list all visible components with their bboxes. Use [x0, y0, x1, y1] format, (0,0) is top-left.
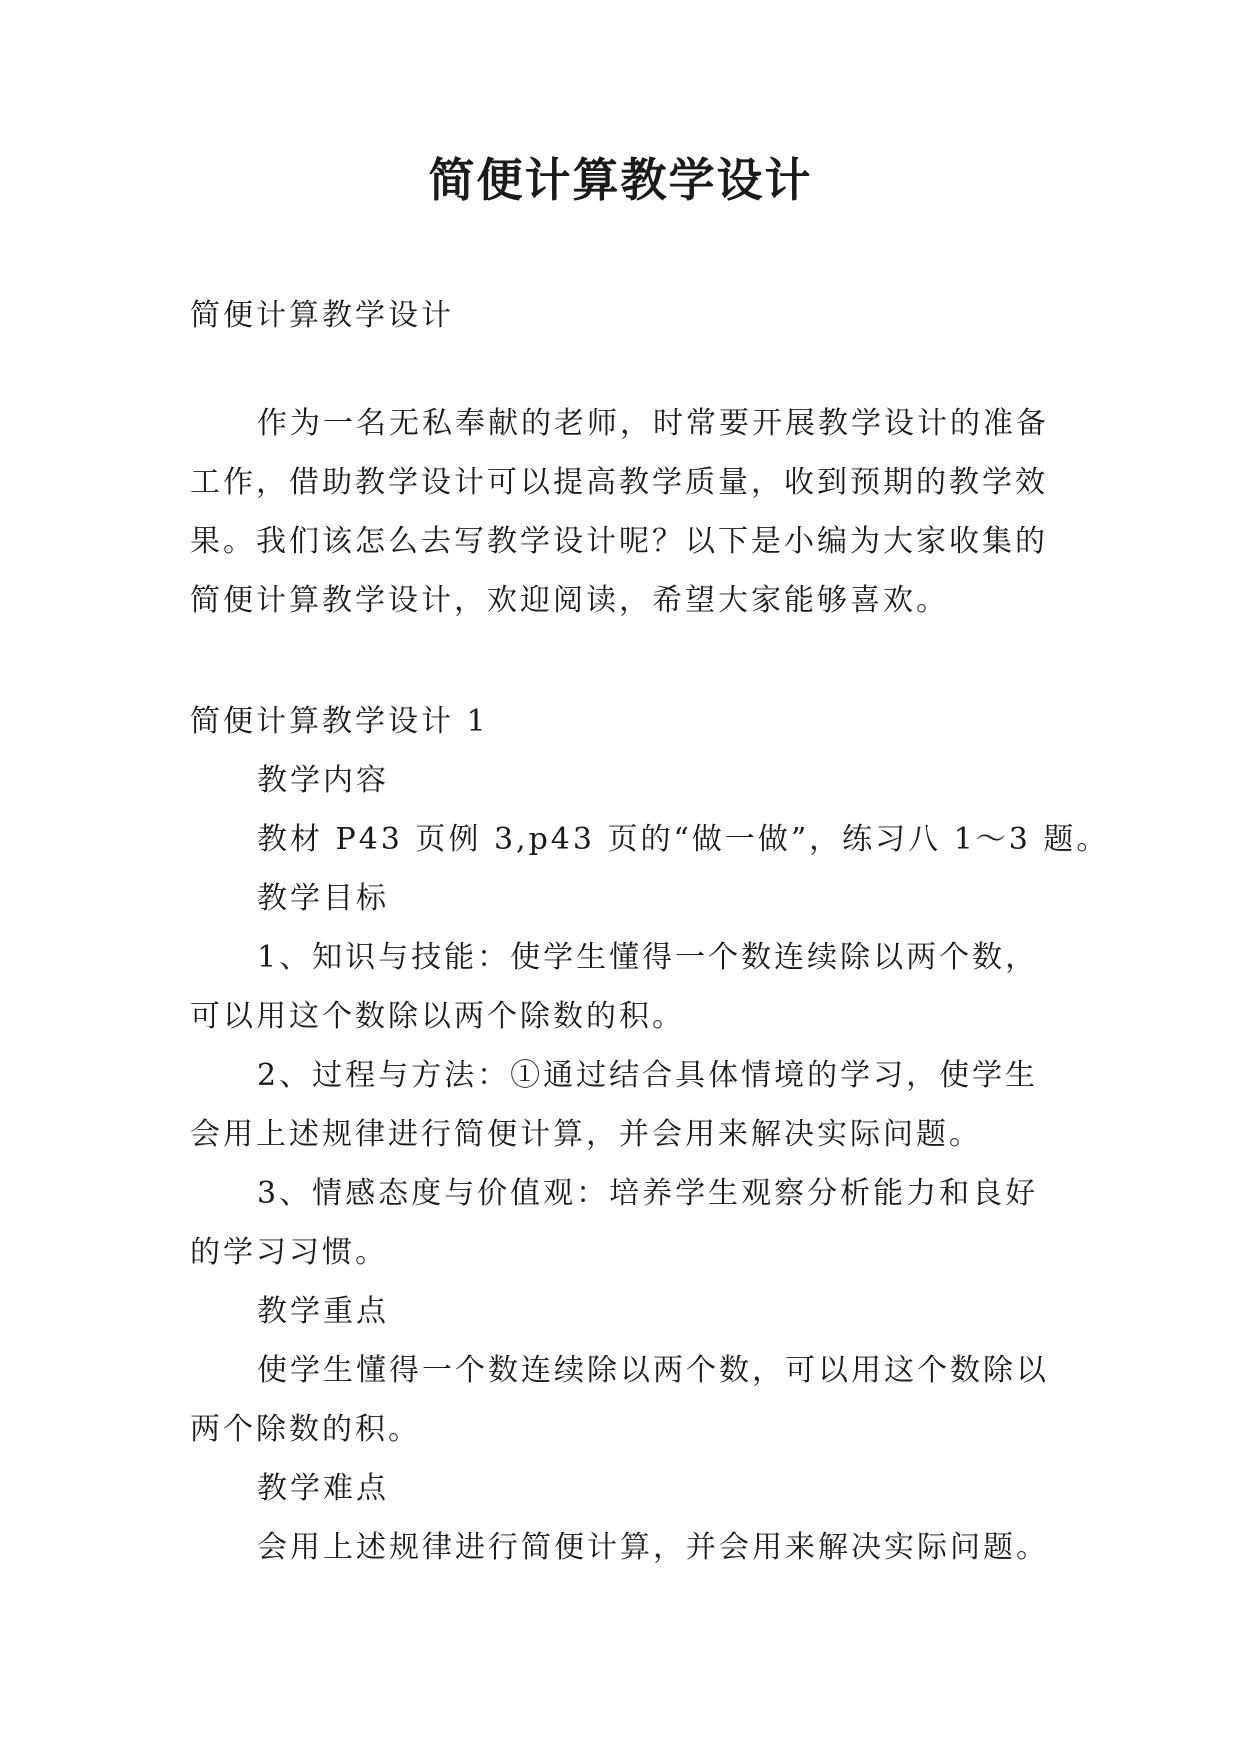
section-heading: 简便计算教学设计 1 — [190, 704, 489, 739]
goal-2-line-1: 2、过程与方法：①通过结合具体情境的学习，使学生 — [257, 1058, 1039, 1093]
intro-line-2: 工作，借助教学设计可以提高教学质量，收到预期的教学效 — [190, 465, 1048, 500]
subtitle: 简便计算教学设计 — [190, 298, 454, 333]
goal-heading: 教学目标 — [257, 881, 389, 916]
difficulty-heading: 教学难点 — [257, 1471, 389, 1506]
key-text-line-2: 两个除数的积。 — [190, 1412, 421, 1447]
key-heading: 教学重点 — [257, 1294, 389, 1329]
intro-line-1: 作为一名无私奉献的老师，时常要开展教学设计的准备 — [257, 406, 1049, 441]
goal-1-line-1: 1、知识与技能：使学生懂得一个数连续除以两个数， — [257, 940, 1039, 975]
content-heading: 教学内容 — [257, 763, 389, 798]
difficulty-text: 会用上述规律进行简便计算，并会用来解决实际问题。 — [257, 1530, 1049, 1565]
goal-1-line-2: 可以用这个数除以两个除数的积。 — [190, 999, 685, 1034]
intro-line-3: 果。我们该怎么去写教学设计呢？以下是小编为大家收集的 — [190, 524, 1048, 559]
intro-line-4: 简便计算教学设计，欢迎阅读，希望大家能够喜欢。 — [190, 583, 949, 618]
goal-3-line-1: 3、情感态度与价值观：培养学生观察分析能力和良好 — [257, 1176, 1039, 1211]
document-title: 简便计算教学设计 — [428, 153, 813, 207]
goal-3-line-2: 的学习习惯。 — [190, 1235, 388, 1270]
goal-2-line-2: 会用上述规律进行简便计算，并会用来解决实际问题。 — [190, 1117, 982, 1152]
content-text: 教材 P43 页例 3,p43 页的“做一做”，练习八 1～3 题。 — [257, 822, 1110, 857]
key-text-line-1: 使学生懂得一个数连续除以两个数，可以用这个数除以 — [257, 1353, 1049, 1388]
